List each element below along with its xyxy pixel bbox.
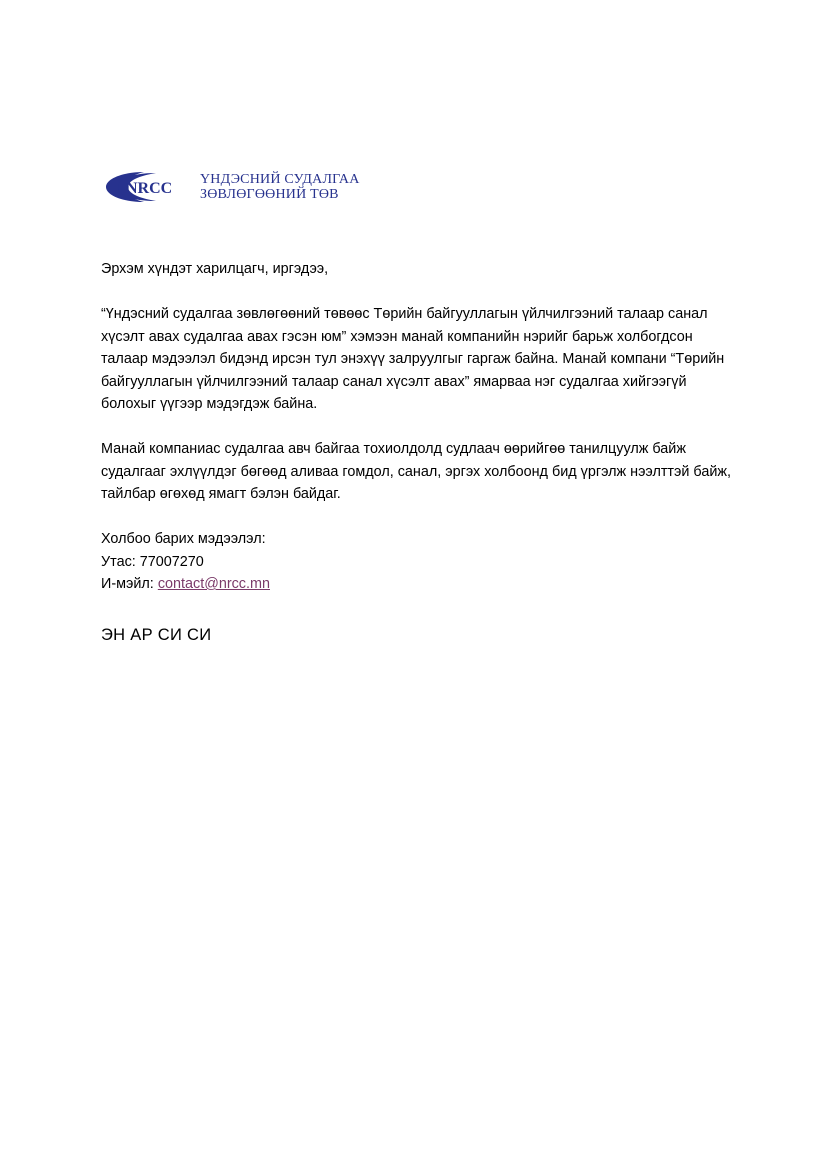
logo-line-1: ҮНДЭСНИЙ СУДАЛГАА — [200, 172, 360, 187]
phone-line — [101, 551, 741, 574]
email-line — [101, 573, 741, 596]
nrcc-logo-mark — [104, 170, 188, 204]
letter-body — [101, 258, 741, 596]
contact-block — [101, 528, 741, 596]
paragraph-1: “Үндэсний судалгаа зөвлөгөөний төвөөс Төрийн байгууллагын үйлчилгээний талаар санал хүсэлт авах судалгаа авах гэсэн юм” хэмээн манай компанийн нэрийг барьж холбогдсон талаар мэдээлэл бидэнд ирсэн тул энэхүү залруулгыг гаргаж байна. Манай компани “Төрийн байгууллагын үйлчилгээний талаар санал хүсэлт авах” ямарваа нэг судалгаа хийгээгүй болохыг үүгээр мэдэгдэж байна. — [101, 306, 725, 412]
contact-heading: Холбоо барих мэдээлэл: — [101, 531, 266, 547]
phone-label: Утас: — [101, 553, 136, 570]
email-label: И-мэйл: — [101, 576, 154, 592]
email-link[interactable]: contact@nrcc.mn — [157, 576, 270, 592]
logo-abbr: NRCC — [126, 180, 173, 197]
paragraph-2: Манай компаниас судалгаа авч байгаа тохиолдолд судлаач өөрийгөө танилцуулж байж судалгааг эхлүүлдэг бөгөөд аливаа гомдол, санал, эргэх холбоонд бид үргэлж нээлттэй байж, тайлбар өгөхөд ямагт бэлэн байдаг. — [101, 441, 731, 502]
greeting: Эрхэм хүндэт харилцагч, иргэдээ, — [101, 261, 329, 277]
signature: ЭН АР СИ СИ — [101, 626, 212, 644]
logo-line-2: ЗӨВЛӨГӨӨНИЙ ТӨВ — [200, 187, 339, 202]
phone-number: 77007270 — [139, 553, 204, 570]
logo-text — [200, 172, 360, 202]
nrcc-logo — [104, 168, 364, 208]
